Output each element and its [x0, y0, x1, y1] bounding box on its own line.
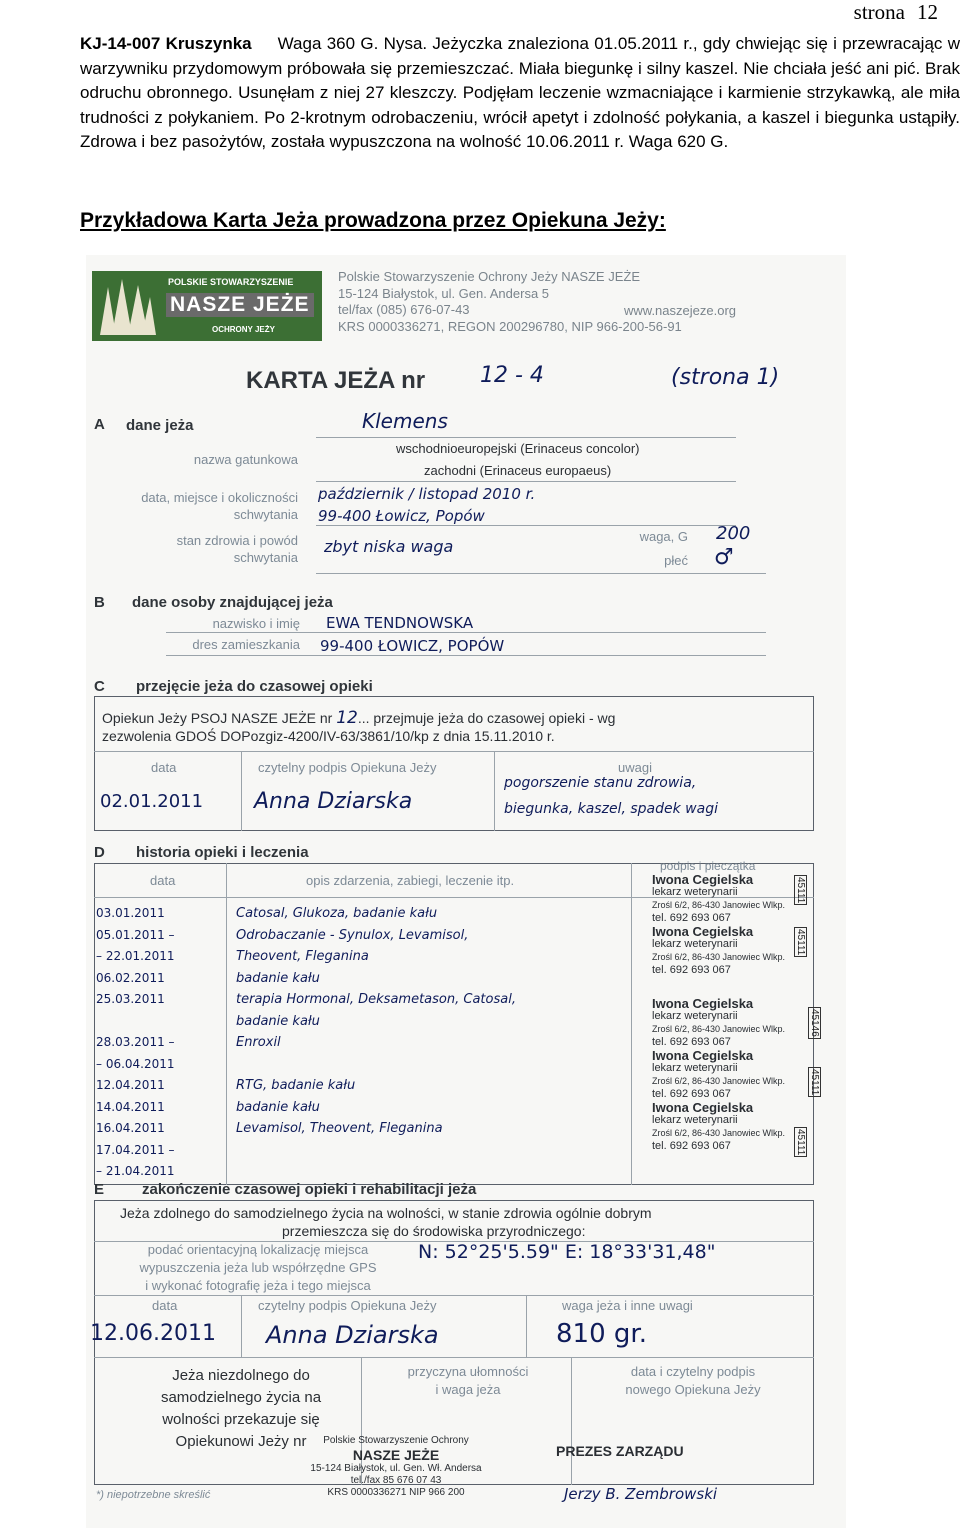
caretaker-nr-handwritten: 12 [336, 708, 358, 728]
history-row-description: badanie kału [236, 970, 320, 986]
finder-address-label: dres zamieszkania [192, 637, 300, 652]
history-row-description: badanie kału [236, 1099, 320, 1115]
hedgehog-card-scan [86, 255, 846, 1528]
intro-text: Waga 360 G. Nysa. Jeżyczka znaleziona 01.05.2011 r., gdy chwiejąc się i przewracając w warzywniku przydomowym próbowała się przemieszczać. Miała biegunkę i silny kaszel. Nie chciała jeść ani pić. Brak odruchu obronnego. Usunęłam z niej 27 kleszczy. Podjęłam leczenie wzmacniające i karmienie strzykawką, ale miła trudności z połykaniem. Po 2-krotnym odrobaczeniu, wrócił apetyt i zdolność połykania, a kaszel i biegunka ustąpiły. Zdrowa i bez pasożytów, została wypuszczona na wolność 10.06.2011 r. Waga 620 G. [80, 34, 960, 151]
health-label: stan zdrowia i powód schwytania [176, 533, 298, 565]
species-label: nazwa gatunkowa [193, 452, 298, 467]
e-weight-handwritten: 810 gr. [556, 1319, 647, 1349]
stamp-number-2: 45111 [795, 929, 806, 956]
stamp-number-5: 45111 [795, 1129, 806, 1156]
history-row-description: Odrobaczanie - Synulox, Levamisol, [236, 927, 469, 943]
d-col-date: data [150, 873, 176, 888]
e-col-date: data [152, 1298, 178, 1313]
section-d-title: historia opieki i leczenia [136, 844, 309, 861]
card-page-handwritten: (strona 1) [671, 365, 780, 390]
section-b-title: dane osoby znajdującej jeża [132, 594, 333, 611]
page-number-value: 12 [917, 0, 938, 24]
e-date-handwritten: 12.06.2011 [90, 1321, 216, 1346]
sex-label: płeć [664, 553, 688, 568]
e-col-weight: waga jeża i inne uwagi [562, 1298, 693, 1313]
weight-label: waga, G [639, 529, 688, 544]
history-row-date: – 06.04.2011 [96, 1056, 175, 1071]
health-handwritten: zbyt niska waga [324, 537, 454, 556]
e-col-sign: czytelny podpis Opiekuna Jeży [258, 1298, 437, 1313]
c-col-sign: czytelny podpis Opiekuna Jeży [258, 760, 437, 775]
logo-line1: POLSKIE STOWARZYSZENIE [168, 277, 294, 287]
hedgehog-spikes-icon [98, 275, 158, 337]
e-line1: Jeża zdolnego do samodzielnego życia na wolności, w stanie zdrowia ogólnie dobrym [120, 1205, 652, 1221]
e-new-owner-label: data i czytelny podpis nowego Opiekuna Jeży [625, 1364, 761, 1397]
e-line2: przemieszcza się do środowiska przyrodniczego: [282, 1223, 586, 1239]
finder-address-handwritten: 99-400 ŁOWICZ, POPÓW [320, 637, 505, 655]
logo-line2: NASZE JEŻE [166, 293, 314, 317]
finder-name-handwritten: EWA TENDNOWSKA [326, 614, 474, 632]
e-signature-handwritten: Anna Dziarska [266, 1321, 439, 1349]
species-option-1: wschodnioeuropejski (Erinaceus concolor) [396, 441, 640, 456]
card-title: KARTA JEŻA nr [246, 367, 426, 394]
c-notes-handwritten-2: biegunka, kaszel, spadek wagi [504, 801, 718, 817]
stamp-number-4: 45111 [809, 1069, 820, 1096]
section-d-letter: D [94, 844, 105, 861]
history-row-description: Catosal, Glukoza, badanie kału [236, 906, 438, 921]
c-signature-handwritten: Anna Dziarska [254, 789, 413, 814]
org-www: www.naszejeze.org [624, 303, 736, 318]
history-row-date: – 22.01.2011 [96, 949, 175, 963]
section-c-title: przejęcie jeża do czasowej opieki [136, 678, 373, 695]
section-a-letter: A [94, 416, 105, 433]
history-row-description: badanie kału [236, 1013, 320, 1029]
section-c-letter: C [94, 678, 105, 695]
history-row-date: 03.01.2011 [96, 906, 165, 920]
stamp-number-1: 45111 [795, 877, 806, 904]
footnote: *) niepotrzebne skreślić [96, 1489, 211, 1501]
subheading: Przykładowa Karta Jeża prowadzona przez Opiekuna Jeży: [80, 209, 666, 232]
history-row-description: RTG, badanie kału [236, 1078, 356, 1093]
c-col-date: data [151, 760, 177, 775]
org-address: 15-124 Białystok, ul. Gen. Andersa 5 [338, 285, 550, 301]
history-row-date: 16.04.2011 [96, 1121, 165, 1135]
history-row-date: 17.04.2011 – [96, 1142, 175, 1157]
hedgehog-code: KJ-14-007 Kruszynka [80, 34, 252, 53]
finder-name-label: nazwisko i imię [212, 616, 300, 631]
section-a-title: dane jeża [126, 417, 194, 434]
history-row-description: Enroxil [236, 1035, 281, 1050]
prezes-signature: Jerzy B. Zembrowski [564, 1485, 718, 1503]
logo-line3: OCHRONY JEŻY [212, 325, 275, 334]
section-c-line2: zezwolenia GDOŚ DOPozgiz-4200/IV-63/3861/10/kp z dnia 15.11.2010 r. [102, 728, 555, 744]
c-notes-handwritten-1: pogorszenie stanu zdrowia, [504, 775, 697, 791]
history-row-date: 25.03.2011 [96, 992, 165, 1006]
org-header [338, 269, 736, 335]
c-col-notes: uwagi [618, 760, 652, 775]
section-e-letter: E [94, 1181, 105, 1198]
history-row-date: 28.03.2011 – [96, 1035, 175, 1049]
capture-date-label: data, miejsce i okoliczności schwytania [141, 490, 298, 522]
association-logo [92, 271, 322, 341]
section-b-letter: B [94, 594, 105, 611]
species-option-2: zachodni (Erinaceus europaeus) [424, 463, 612, 478]
d-col-sign: podpis i pieczątka [660, 859, 756, 873]
gps-handwritten: N: 52°25'5.59" E: 18°33'31,48" [418, 1241, 716, 1263]
org-name: Polskie Stowarzyszenie Ochrony Jeży NASZE JEŻE [338, 269, 640, 284]
org-phone: tel/fax (085) 676-07-43 [338, 302, 470, 317]
sex-handwritten: ♂ [714, 545, 734, 570]
card-number-handwritten: 12 - 4 [480, 363, 544, 388]
history-row-description: Theovent, Fleganina [236, 949, 369, 964]
history-row-date: 06.02.2011 [96, 970, 165, 985]
history-row-date: – 21.04.2011 [96, 1164, 175, 1178]
org-krs: KRS 0000336271, REGON 200296780, NIP 966-200-56-91 [338, 318, 682, 334]
prezes-stamp: PREZES ZARZĄDU [556, 1443, 684, 1459]
history-row-date: 05.01.2011 – [96, 927, 175, 942]
history-row-description: Levamisol, Theovent, Fleganina [236, 1121, 443, 1136]
gps-label: podać orientacyjną lokalizację miejsca wypuszczenia jeża lub współrzędne GPS i wykonać fotografię jeża i tego miejsca [139, 1242, 377, 1293]
stamp-number-3: 45146 [809, 1009, 820, 1037]
history-row-date: 12.04.2011 [96, 1078, 165, 1092]
vet-stamp-1: Iwona Cegielska lekarz weterynarii Zrośl 6/2, 86-430 Janowiec Wlkp. tel. 692 693 067 Iwona Cegielska lekarz weterynarii Zrośl 6/2, 86-430 Janowiec Wlkp. tel. 692 693 067 [652, 872, 786, 976]
section-e-title: zakończenie czasowej opieki i rehabilitacji jeża [142, 1181, 477, 1198]
c-date-handwritten: 02.01.2011 [100, 791, 204, 812]
hedgehog-name-handwritten: Klemens [362, 409, 448, 433]
page-number [854, 0, 938, 25]
weight-handwritten: 200 [716, 523, 751, 544]
d-col-desc: opis zdarzenia, zabiegi, leczenie itp. [306, 873, 515, 888]
e-unfit-text: Jeża niezdolnego do samodzielnego życia na wolności przekazuje się Opiekunowi Jeży nr [160, 1367, 322, 1450]
vet-stamp-2: Iwona Cegielska lekarz weterynarii Zrośl 6/2, 86-430 Janowiec Wlkp. tel. 692 693 067 Iwona Cegielska lekarz weterynarii Zrośl 6/2, 86-430 Janowiec Wlkp. tel. 692 693 067 Iwona Cegielska lekarz weterynarii Zrośl 6/2, 86-430 Janowiec Wlkp. tel. 692 693 067 [652, 996, 786, 1152]
intro-paragraph [80, 32, 960, 155]
capture-date-handwritten: październik / listopad 2010 r. [318, 485, 536, 503]
history-row-date: 14.04.2011 [96, 1099, 165, 1114]
history-row-description: terapia Hormonal, Deksametason, Catosal, [236, 992, 516, 1007]
e-reason-label: przyczyna ułomności i waga jeża [407, 1364, 529, 1397]
section-c-line1: Opiekun Jeży PSOJ NASZE JEŻE nr 12... przejmuje jeża do czasowej opieki - wg [102, 708, 616, 728]
association-stamp: Polskie Stowarzyszenie Ochrony NASZE JEŻE 15-124 Białystok, ul. Gen. Wł. Andersa tel./fax 85 676 07 43 KRS 0000336271 NIP 966 200 [310, 1435, 482, 1498]
page-label: strona [853, 0, 905, 24]
capture-place-handwritten: 99-400 Łowicz, Popów [318, 507, 485, 525]
